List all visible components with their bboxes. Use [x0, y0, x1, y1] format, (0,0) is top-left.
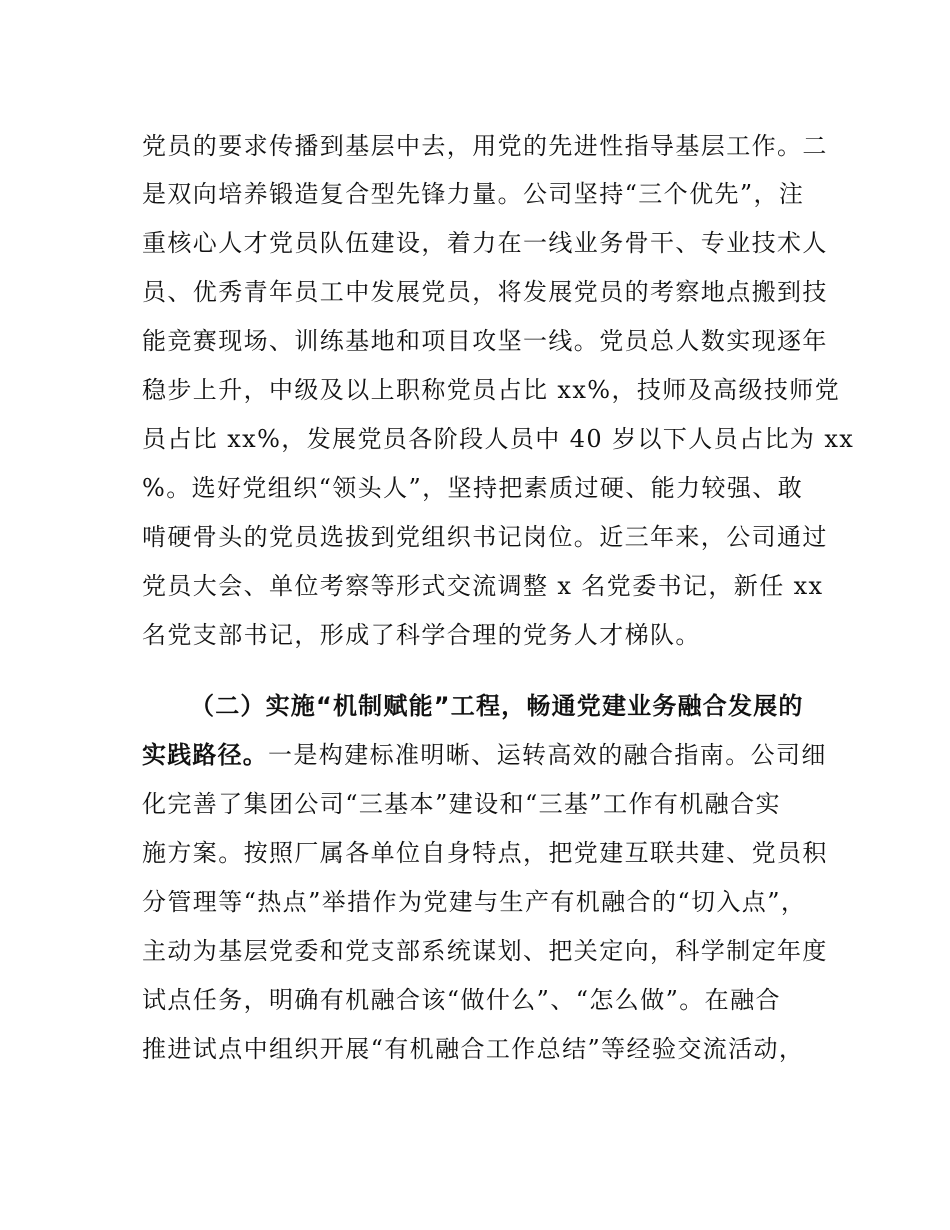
paragraph-line: %。选好党组织“领头人”，坚持把素质过硬、能力较强、敢 — [142, 474, 804, 502]
paragraph-line: 啃硬骨头的党员选拔到党组织书记岗位。近三年来，公司通过 — [142, 523, 828, 551]
paragraph-line: 分管理等“热点”举措作为党建与生产有机融合的“切入点”， — [142, 888, 807, 916]
paragraph-text: 一是构建标准明晰、运转高效的融合指南。公司细 — [268, 741, 827, 769]
paragraph-line: 主动为基层党委和党支部系统谋划、把关定向，科学制定年度 — [142, 937, 828, 965]
paragraph-line: 员、优秀青年员工中发展党员，将发展党员的考察地点搬到技 — [142, 278, 828, 306]
paragraph-line: 是双向培养锻造复合型先锋力量。公司坚持“三个优先”，注 — [142, 180, 805, 208]
paragraph-line: 重核心人才党员队伍建设，着力在一线业务骨干、专业技术人 — [142, 229, 828, 257]
paragraph-line: 党员的要求传播到基层中去，用党的先进性指导基层工作。二 — [142, 132, 828, 160]
paragraph-line: 能竞赛现场、训练基地和项目攻坚一线。党员总人数实现逐年 — [142, 327, 828, 355]
paragraph-line: 试点任务，明确有机融合该“做什么”、“怎么做”。在融合 — [142, 986, 781, 1014]
paragraph-line: 施方案。按照厂属各单位自身特点，把党建互联共建、党员积 — [142, 839, 828, 867]
section-heading: （二）实施“机制赋能”工程，畅通党建业务融合发展的 — [190, 692, 804, 720]
paragraph-line: 名党支部书记，形成了科学合理的党务人才梯队。 — [142, 621, 701, 649]
paragraph-line: 稳步上升，中级及以上职称党员占比 xx%，技师及高级技师党 — [142, 376, 841, 404]
paragraph-line — [142, 739, 827, 771]
paragraph-line: 推进试点中组织开展“有机融合工作总结”等经验交流活动， — [142, 1035, 805, 1063]
paragraph-line: 党员大会、单位考察等形式交流调整 x 名党委书记，新任 xx — [142, 572, 824, 600]
paragraph-line: 化完善了集团公司“三基本”建设和“三基”工作有机融合实 — [142, 790, 781, 818]
section-heading-continued: 实践路径。 — [142, 741, 268, 769]
paragraph-line: 员占比 xx%，发展党员各阶段人员中 40 岁以下人员占比为 xx — [142, 425, 855, 453]
